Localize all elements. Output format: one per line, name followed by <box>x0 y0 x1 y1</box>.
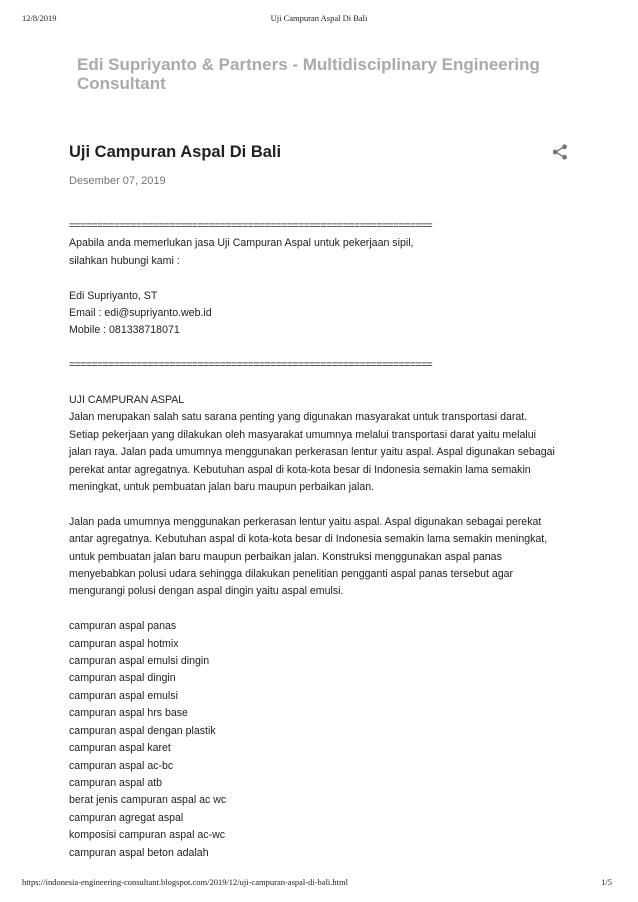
keyword-item: campuran aspal emulsi <box>69 689 178 702</box>
post-body <box>69 218 569 862</box>
paragraph-line: meningkat, untuk pembuatan jalan baru maupun perbaikan jalan. <box>69 481 375 494</box>
paragraph-line: menyebabkan polusi udara sehingga dilakukan penelitian pengganti aspal panas tersebut agar <box>69 568 514 581</box>
print-header <box>0 13 638 25</box>
separator-line: ================================================================= <box>69 220 433 232</box>
keyword-item: campuran aspal hotmix <box>69 637 179 650</box>
keyword-item: campuran aspal emulsi dingin <box>69 655 210 668</box>
paragraph-line: untuk pembuatan jalan baru maupun perbaikan jalan. Konstruksi menggunakan aspal panas <box>69 550 502 563</box>
keyword-item: campuran aspal dingin <box>69 672 176 685</box>
print-page-number: 1/5 <box>601 877 612 887</box>
print-date: 12/8/2019 <box>22 13 57 23</box>
keyword-item: campuran agregat aspal <box>69 811 184 824</box>
keyword-item: campuran aspal hrs base <box>69 707 188 720</box>
keyword-item: campuran aspal beton adalah <box>69 846 209 859</box>
keyword-item: campuran aspal panas <box>69 620 177 633</box>
paragraph-line: antar agregatnya. Kebutuhan aspal di kota-kota besar di Indonesia semakin lama semakin meningkat, <box>69 533 548 546</box>
keyword-item: campuran aspal dengan plastik <box>69 724 216 737</box>
paragraph-line: perekat antar agregatnya. Kebutuhan aspal di kota-kota besar di Indonesia semakin lama semakin <box>69 463 531 476</box>
keyword-item: komposisi campuran aspal ac-wc <box>69 829 226 842</box>
blog-title-link[interactable]: Edi Supriyanto & Partners - Multidisciplinary Engineering Consultant <box>77 55 540 93</box>
keyword-item: campuran aspal ac-bc <box>69 759 174 772</box>
share-icon[interactable] <box>551 143 569 161</box>
keyword-item: campuran aspal karet <box>69 742 171 755</box>
contact-email: Email : edi@supriyanto.web.id <box>69 307 212 320</box>
intro-line-1: Apabila anda memerlukan jasa Uji Campuran Aspal untuk pekerjaan sipil, <box>69 237 414 250</box>
post-title: Uji Campuran Aspal Di Bali <box>69 143 282 161</box>
keyword-item: berat jenis campuran aspal ac wc <box>69 794 227 807</box>
contact-name: Edi Supriyanto, ST <box>69 289 158 302</box>
contact-mobile: Mobile : 081338718071 <box>69 324 180 337</box>
keyword-item: campuran aspal atb <box>69 776 163 789</box>
paragraph-line: Jalan pada umumnya menggunakan perkerasan lentur yaitu aspal. Aspal digunakan sebagai perekat <box>69 515 542 528</box>
section-heading: UJI CAMPURAN ASPAL <box>69 394 185 407</box>
separator-line: ================================================================= <box>69 359 433 372</box>
post-date-link[interactable]: Desember 07, 2019 <box>69 175 166 187</box>
paragraph-line: Jalan merupakan salah satu sarana penting yang digunakan masyarakat untuk transportasi darat. <box>69 411 528 424</box>
paragraph-line: Setiap pekerjaan yang dilakukan oleh masyarakat umumnya melalui transportasi darat yaitu melalui <box>69 428 536 441</box>
paragraph-line: jalan raya. Jalan pada umumnya menggunakan perkerasan lentur yaitu aspal. Aspal digunakan sebagai <box>69 446 555 459</box>
paragraph-line: mengurangi polusi dengan aspal dingin yaitu aspal emulsi. <box>69 585 344 598</box>
print-url: https://indonesia-engineering-consultant.blogspot.com/2019/12/uji-campuran-aspal-di-bali.html <box>22 877 349 887</box>
print-footer <box>0 877 638 889</box>
print-page-title: Uji Campuran Aspal Di Bali <box>270 13 368 23</box>
intro-line-2: silahkan hubungi kami : <box>69 254 180 267</box>
